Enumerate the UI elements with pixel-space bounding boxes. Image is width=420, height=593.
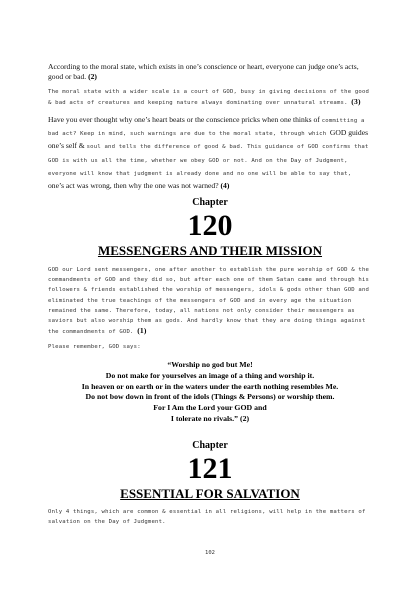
quote-line: For I Am the Lord your GOD and	[153, 403, 267, 413]
paragraph-spaced-1: committing a bad act? Keep in mind, such warnings are due to the moral state, through which	[48, 118, 365, 138]
paragraph-conscience	[48, 113, 370, 191]
quote-line: Do not make for yourselves an image of a thing and worship it.	[105, 370, 315, 380]
paragraph-court-of-god	[48, 87, 370, 108]
paragraph-messengers	[48, 265, 370, 337]
footnote-ref: (4)	[220, 181, 230, 191]
paragraph-spaced-2: soul and tells the difference of good & bad. This guidance of GOD confirms that GOD is with us all the time, whether we obey GOD or not. And on the Day of Judgment, everyone will know that judgment is already done and no one will be able to say that,	[48, 144, 369, 177]
chapter-number: 120	[187, 209, 233, 242]
footnote-ref: (1)	[137, 326, 147, 336]
quote-line: Do not bow down in front of the idols (Things & Persons) or worship them.	[85, 392, 335, 402]
chapter-number: 121	[187, 452, 233, 485]
paragraph-text: Please remember, GOD says:	[48, 344, 141, 350]
chapter-label: Chapter	[192, 197, 228, 208]
quote-line: “Worship no god but Me!	[167, 360, 253, 369]
quote-line: I tolerate no rivals.” (2)	[170, 413, 250, 423]
paragraph-remember	[48, 342, 370, 352]
paragraph-lead-2: GOD guides one’s self &	[48, 128, 369, 151]
page-number: 102	[205, 550, 215, 556]
paragraph-salvation	[48, 507, 370, 527]
footnote-ref: (3)	[351, 97, 361, 107]
quote-line: In heaven or on earth or in the waters under the earth nothing resembles Me.	[81, 381, 339, 391]
paragraph-text: Only 4 things, which are common & essential in all religions, will help in the matters of salvation on the Day of Judgment.	[48, 509, 366, 526]
paragraph-text: According to the moral state, which exists in one’s conscience or heart, everyone can judge one’s acts, good or bad.	[48, 62, 359, 82]
chapter-title: MESSENGERS AND THEIR MISSION	[97, 243, 323, 258]
chapter-label: Chapter	[192, 440, 228, 451]
chapter-title: ESSENTIAL FOR SALVATION	[120, 486, 300, 501]
paragraph-moral-state	[48, 62, 370, 82]
footnote-ref: (2)	[88, 72, 97, 82]
paragraph-tail: one’s act was wrong, then why the one was not warned?	[48, 181, 221, 191]
paragraph-lead: Have you ever thought why one’s heart beats or the conscience pricks when one thinks of	[48, 115, 322, 124]
scripture-quote	[48, 360, 372, 425]
paragraph-text: The moral state with a wider scale is a court of GOD, busy in giving decisions of the good & bad acts of creatures and keeping nature always dominating over unnatural streams.	[48, 89, 370, 107]
paragraph-text: GOD our Lord sent messengers, one after another to establish the pure worship of GOD & the commandments of GOD and they did so, but after each one of them Satan came and through his followers & friends established the worship of messengers, idols & gods other than GOD and eliminated the true teachings of the messengers of GOD and in every age the situation remained the same. Therefore, today, all nations not only consider their messengers as saviors but also worship them as gods. And hardly know that they are doing things against the commandments of GOD.	[48, 267, 370, 336]
